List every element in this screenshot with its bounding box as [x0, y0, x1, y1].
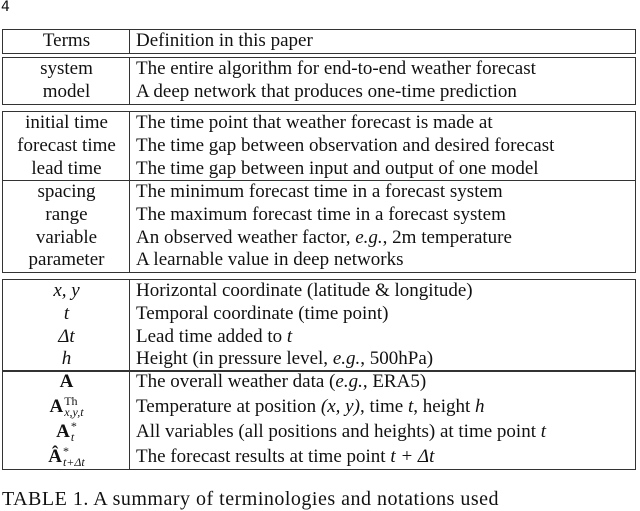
text: Height (in pressure level,: [136, 348, 333, 370]
term: forecast time: [17, 134, 116, 156]
definition: The minimum forecast time in a forecast system: [136, 181, 503, 202]
subscript: t+Δt: [62, 455, 85, 470]
definition: [130, 227, 512, 250]
eg: e.g.: [355, 226, 383, 248]
term: spacing: [37, 181, 96, 202]
table-row: [3, 58, 635, 81]
definition: [130, 394, 485, 419]
text: Lead time added to: [136, 325, 287, 347]
table-row: [3, 303, 635, 326]
table-row: [3, 249, 635, 272]
group-coordinates: [2, 279, 636, 372]
group-system: [2, 57, 636, 105]
symbol: Â: [48, 445, 62, 467]
definition: The time point that weather forecast is made at: [136, 112, 493, 133]
eg: e.g.: [332, 348, 361, 370]
term: [3, 444, 130, 469]
term: lead time: [31, 157, 102, 179]
definition: The maximum forecast time in a forecast system: [136, 203, 506, 225]
term: model: [42, 80, 91, 102]
term: x, y: [53, 280, 80, 301]
math: t + Δt: [390, 445, 435, 467]
table-row: [3, 348, 635, 371]
table-row: [3, 204, 635, 227]
table-row: [3, 326, 635, 349]
term: h: [61, 348, 72, 370]
table-caption: TABLE 1. A summary of terminologies and notations used: [2, 488, 500, 510]
text: , time: [359, 395, 408, 417]
table-row: [3, 158, 635, 181]
page-number: 4: [1, 0, 10, 15]
table-row: [3, 419, 635, 444]
table-row: [3, 181, 635, 204]
term: range: [45, 203, 88, 225]
definition: The time gap between input and output of one model: [136, 157, 539, 179]
term: system: [40, 58, 93, 79]
table-header: [2, 29, 636, 54]
group-time: [2, 111, 636, 181]
term: Δt: [58, 325, 75, 347]
table-row: [3, 371, 635, 394]
symbol: A: [56, 420, 70, 442]
definition: A learnable value in deep networks: [136, 249, 404, 271]
text: , 500hPa): [360, 348, 434, 370]
table-row: [3, 394, 635, 419]
definition: [130, 371, 426, 394]
definition: A deep network that produces one-time prediction: [136, 80, 517, 102]
header-definition: Definition in this paper: [136, 30, 313, 51]
table-row: [3, 112, 635, 135]
text: , height: [413, 395, 476, 417]
definition: [130, 326, 292, 349]
math: t: [407, 395, 414, 417]
subscript: t: [70, 430, 75, 445]
term: parameter: [28, 249, 105, 271]
term: [3, 419, 130, 444]
definition: The entire algorithm for end-to-end weather forecast: [136, 58, 536, 79]
math: (x, y): [320, 395, 360, 417]
term: [3, 394, 130, 419]
definition: [130, 419, 546, 444]
math: h: [475, 395, 485, 417]
superscript: *: [70, 419, 77, 434]
eg: e.g.: [335, 371, 363, 392]
var: t: [286, 325, 293, 347]
term: initial time: [25, 112, 108, 133]
text: The overall weather data (: [136, 371, 336, 392]
math: t: [540, 420, 547, 442]
definition: [130, 348, 433, 371]
text: The forecast results at time point: [136, 445, 391, 467]
term: t: [63, 302, 70, 324]
group-notations: [2, 370, 636, 470]
table-row: [3, 280, 635, 303]
text: Temperature at position: [136, 395, 321, 417]
table-row: [3, 135, 635, 158]
term: variable: [35, 226, 98, 248]
header-terms: Terms: [42, 30, 91, 51]
definition: Horizontal coordinate (latitude & longitude): [136, 280, 473, 301]
table-row: [3, 444, 635, 469]
table-row: [3, 81, 635, 104]
superscript: *: [62, 444, 69, 459]
symbol: A: [49, 395, 64, 417]
table-row: [3, 227, 635, 250]
definition: The time gap between observation and desired forecast: [136, 134, 555, 156]
superscript: Th: [64, 394, 78, 409]
definition: [130, 444, 434, 469]
term: A: [59, 371, 74, 392]
text: , 2m temperature: [382, 226, 512, 248]
subscript: x,y,t: [64, 405, 84, 420]
group-forecast: [2, 180, 636, 273]
text: An observed weather factor,: [136, 226, 356, 248]
text: All variables (all positions and heights) at time point: [136, 420, 541, 442]
text: , ERA5): [362, 371, 427, 392]
definition: Temporal coordinate (time point): [136, 302, 389, 324]
